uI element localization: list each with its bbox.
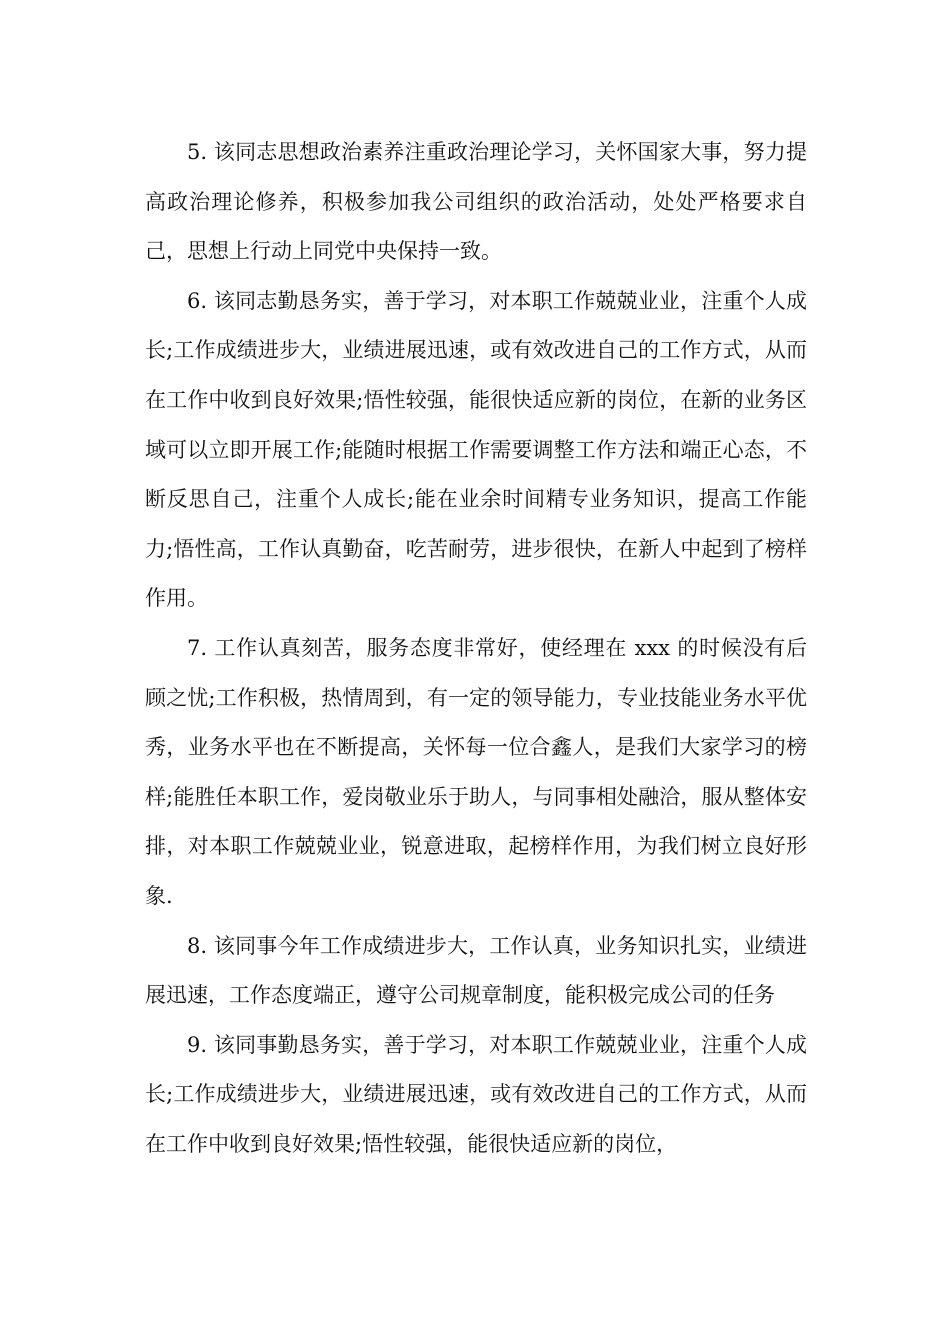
document-body: [145, 128, 807, 1169]
paragraph-7: 7. 工作认真刻苦，服务态度非常好，使经理在 xxx 的时候没有后顾之忧;工作积极，热情周到，有一定的领导能力，专业技能业务水平优秀，业务水平也在不断提高，关怀每一位合鑫人，是我们大家学习的榜样;能胜任本职工作，爱岗敬业乐于助人，与同事相处融洽，服从整体安排，对本职工作兢兢业业，锐意进取，起榜样作用，为我们树立良好形象.: [145, 635, 807, 908]
paragraph-6: 6. 该同志勤恳务实，善于学习，对本职工作兢兢业业，注重个人成长;工作成绩进步大，业绩进展迅速，或有效改进自己的工作方式，从而在工作中收到良好效果;悟性较强，能很快适应新的岗位，在新的业务区域可以立即开展工作;能随时根据工作需要调整工作方法和端正心态，不断反思自己，注重个人成长;能在业余时间精专业务知识，提高工作能力;悟性高，工作认真勤奋，吃苦耐劳，进步很快，在新人中起到了榜样作用。: [145, 288, 807, 611]
paragraph-5: 5. 该同志思想政治素养注重政治理论学习，关怀国家大事，努力提高政治理论修养，积极参加我公司组织的政治活动，处处严格要求自己，思想上行动上同党中央保持一致。: [145, 140, 807, 264]
paragraph-9: 9. 该同事勤恳务实，善于学习，对本职工作兢兢业业，注重个人成长;工作成绩进步大，业绩进展迅速，或有效改进自己的工作方式，从而在工作中收到良好效果;悟性较强，能很快适应新的岗位，: [145, 1032, 807, 1156]
paragraph-8: 8. 该同事今年工作成绩进步大，工作认真，业务知识扎实，业绩进展迅速，工作态度端正，遵守公司规章制度，能积极完成公司的任务: [145, 933, 807, 1008]
